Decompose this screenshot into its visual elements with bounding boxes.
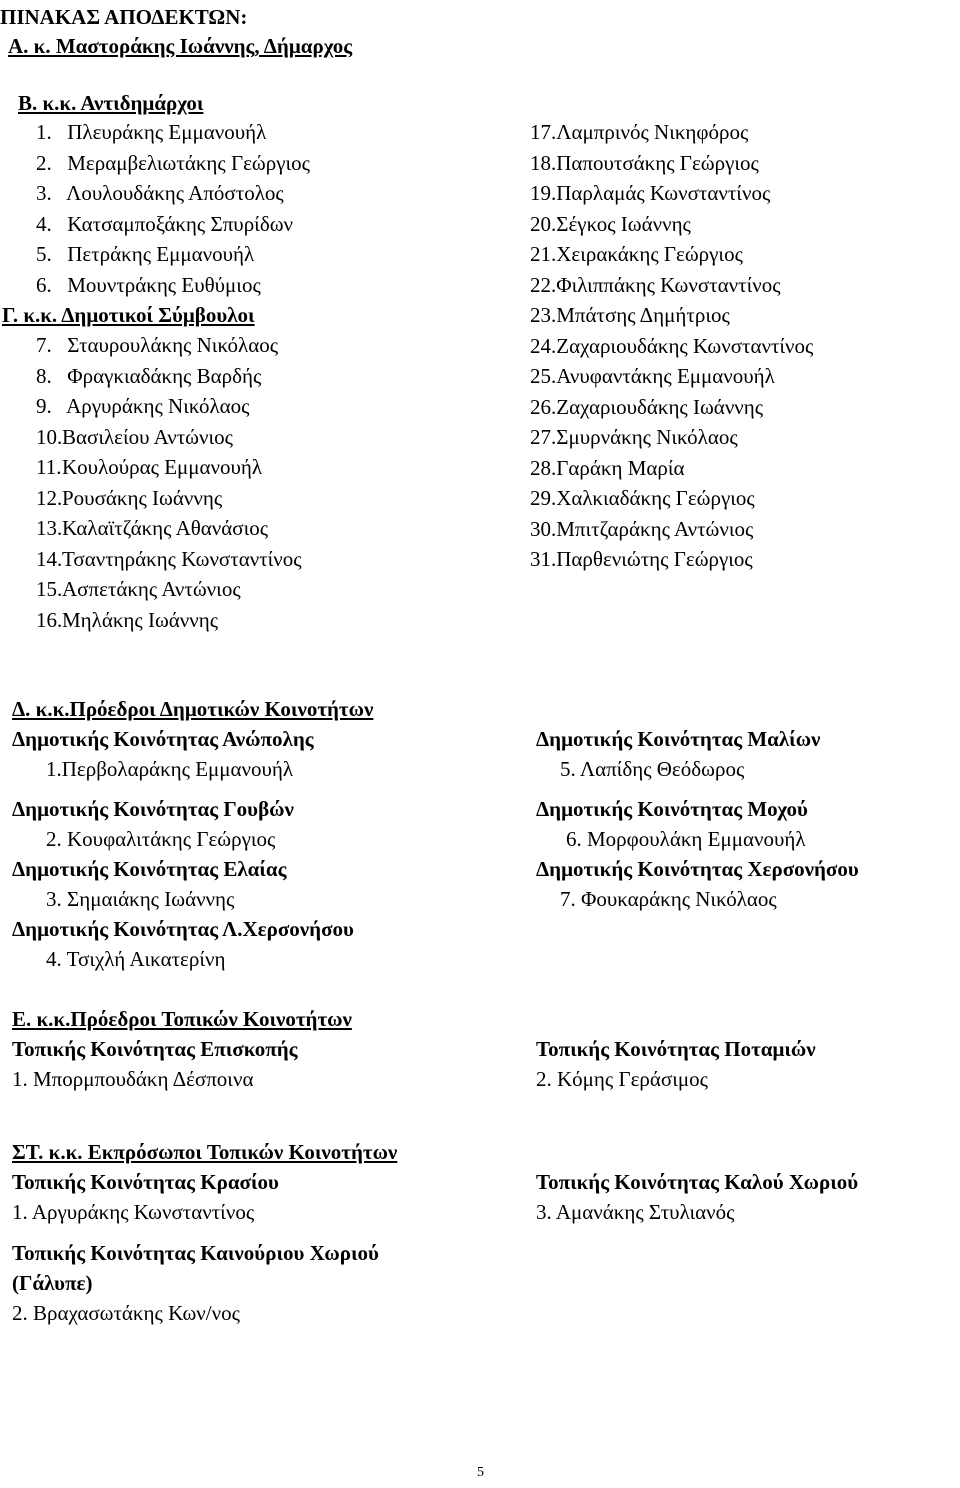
list-item: 27.Σμυρνάκης Νικόλαος: [530, 425, 738, 449]
community-member: 2. Βραχασωτάκης Κων/νος: [12, 1301, 240, 1325]
list-item: 16.Μηλάκης Ιωάννης: [36, 607, 219, 632]
community-member: 2. Κόμης Γεράσιμος: [536, 1067, 708, 1091]
community-member: 3. Σημαιάκης Ιωάννης: [46, 887, 235, 911]
list-item: 5. Πετράκης Εμμανουήλ: [36, 242, 255, 266]
list-item: 2. Μεραμβελιωτάκης Γεώργιος: [36, 150, 310, 175]
community-name-continued: (Γάλυπε): [12, 1271, 93, 1295]
section-e-heading: Ε. κ.κ.Πρόεδροι Τοπικών Κοινοτήτων: [12, 1007, 352, 1031]
council-members-heading: Γ. κ.κ. Δημοτικοί Σύμβουλοι: [2, 303, 255, 327]
council-members-list-right: [530, 117, 813, 575]
list-item: 14.Τσαντηράκης Κωνσταντίνος: [36, 546, 302, 571]
list-item: 29.Χαλκιαδάκης Γεώργιος: [530, 486, 755, 510]
list-item: 25.Ανυφαντάκης Εμμανουήλ: [530, 364, 775, 388]
list-item: 22.Φιλιππάκης Κωνσταντίνος: [530, 272, 781, 297]
list-item: 21.Χειρακάκης Γεώργιος: [530, 242, 743, 266]
deputy-mayors-heading: Β. κ.κ. Αντιδημάρχοι: [18, 91, 204, 115]
community-name: Δημοτικής Κοινότητας Μοχού: [536, 797, 808, 821]
list-item: 28.Γαράκη Μαρία: [530, 455, 685, 480]
community-name: Τοπικής Κοινότητας Κρασίου: [12, 1170, 279, 1194]
community-name: Δημοτικής Κοινότητας Γουβών: [12, 797, 294, 821]
page-number: 5: [477, 1465, 484, 1480]
community-name: Δημοτικής Κοινότητας Ανώπολης: [12, 727, 314, 751]
list-item: 23.Μπάτσης Δημήτριος: [530, 303, 730, 327]
community-name: Δημοτικής Κοινότητας Μαλίων: [536, 727, 821, 751]
list-item: 7. Σταυρουλάκης Νικόλαος: [36, 333, 279, 357]
list-item: 13.Καλαϊτζάκης Αθανάσιος: [36, 516, 269, 540]
list-item: 15.Ασπετάκης Αντώνιος: [36, 577, 241, 601]
list-item: 6. Μουντράκης Ευθύμιος: [36, 272, 261, 297]
list-item: 19.Παρλαμάς Κωνσταντίνος: [530, 181, 771, 205]
mayor-line: Α. κ. Μαστοράκης Ιωάννης, Δήμαρχος: [8, 34, 353, 58]
list-item: 24.Ζαχαριουδάκης Κωνσταντίνος: [530, 333, 814, 358]
community-member: 5. Λαπίδης Θεόδωρος: [560, 757, 745, 781]
list-item: 26.Ζαχαριουδάκης Ιωάννης: [530, 394, 764, 419]
community-name: Τοπικής Κοινότητας Επισκοπής: [12, 1037, 298, 1061]
list-item: 8. Φραγκιαδάκης Βαρδής: [36, 363, 262, 388]
list-item: 11.Κουλούρας Εμμανουήλ: [36, 455, 263, 479]
community-name: Τοπικής Κοινότητας Καινούριου Χωριού: [12, 1241, 379, 1265]
council-members-list-left: [36, 330, 302, 635]
list-item: 18.Παπουτσάκης Γεώργιος: [530, 150, 759, 175]
community-member: 1. Μπορμπουδάκη Δέσποινα: [12, 1067, 254, 1091]
community-name: Δημοτικής Κοινότητας Ελαίας: [12, 857, 287, 881]
list-item: 12.Ρουσάκης Ιωάννης: [36, 485, 223, 510]
community-member: 6. Μορφουλάκη Εμμανουήλ: [566, 827, 806, 851]
community-name: Δημοτικής Κοινότητας Λ.Χερσονήσου: [12, 917, 354, 941]
list-item: 3. Λουλουδάκης Απόστολος: [36, 181, 284, 205]
document-title: ΠΙΝΑΚΑΣ ΑΠΟΔΕΚΤΩΝ:: [0, 5, 248, 29]
community-name: Τοπικής Κοινότητας Ποταμιών: [536, 1037, 816, 1061]
list-item: 30.Μπιτζαράκης Αντώνιος: [530, 516, 754, 541]
list-item: 20.Σέγκος Ιωάννης: [530, 211, 691, 236]
list-item: 4. Κατσαμποξάκης Σπυρίδων: [36, 211, 294, 236]
community-member: 1.Περβολαράκης Εμμανουήλ: [46, 757, 294, 781]
community-member: 4. Τσιχλή Αικατερίνη: [46, 947, 226, 971]
community-name: Τοπικής Κοινότητας Καλού Χωριού: [536, 1170, 859, 1194]
list-item: 31.Παρθενιώτης Γεώργιος: [530, 547, 753, 571]
community-name: Δημοτικής Κοινότητας Χερσονήσου: [536, 857, 859, 881]
list-item: 1. Πλευράκης Εμμανουήλ: [36, 120, 267, 144]
community-member: 1. Αργυράκης Κωνσταντίνος: [12, 1200, 255, 1224]
list-item: 9. Αργυράκης Νικόλαος: [36, 394, 250, 418]
section-d-heading: Δ. κ.κ.Πρόεδροι Δημοτικών Κοινοτήτων: [12, 697, 374, 721]
section-st-heading: ΣΤ. κ.κ. Εκπρόσωποι Τοπικών Κοινοτήτων: [12, 1140, 398, 1164]
list-item: 10.Βασιλείου Αντώνιος: [36, 424, 233, 449]
community-member: 2. Κουφαλιτάκης Γεώργιος: [46, 827, 276, 851]
deputy-mayors-list: [36, 117, 310, 300]
list-item: 17.Λαμπρινός Νικηφόρος: [530, 120, 749, 144]
community-member: 7. Φουκαράκης Νικόλαος: [560, 887, 777, 911]
community-member: 3. Αμανάκης Στυλιανός: [536, 1200, 735, 1224]
